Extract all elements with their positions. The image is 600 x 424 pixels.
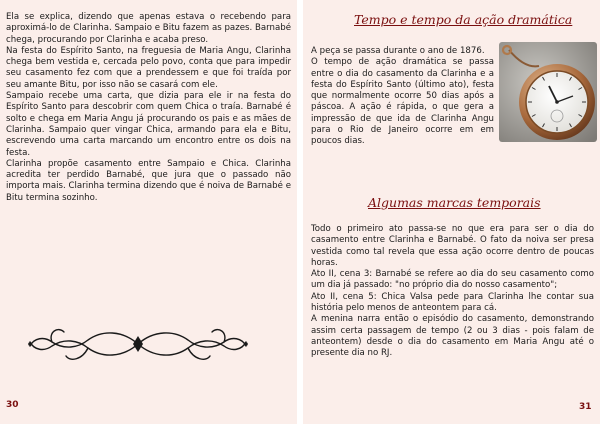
paragraph: Ato II, cena 3: Barnabé se refere ao dia do seu casamento como um dia já passado: "no próprio dia do nosso casamento"; [311,269,594,291]
flourish-ornament-icon [22,320,254,368]
paragraph: Sampaio recebe uma carta, que dizia para ele ir na festa do Espírito Santo para descobrir com quem Chica o traía. Barnabé é solto e chega em Maria Angu já procurando os pais e as mães de Clarinha. Sampaio quer vingar Chica, armando para ela e Bitu, escrevendo uma carta marcando um encontro entre os dois na festa. [6,91,291,158]
paragraph: Na festa do Espírito Santo, na freguesia de Maria Angu, Clarinha chega bem vestida e, cercada pelo povo, conta que para impedir seu casamento fez com que a prendessem e que foi traída por seu amante Bitu, por isso não se casará com ele. [6,45,291,90]
left-page-text [6,12,291,204]
left-page [0,0,297,424]
pocket-watch-photo-icon [499,42,597,142]
page-number: 31 [579,402,592,412]
paragraph: A peça se passa durante o ano de 1876. [311,46,485,56]
paragraph: Clarinha propõe casamento entre Sampaio e Chica. Clarinha acredita ter perdido Barnabé, que jura que o passado não importa mais. Clarinha termina dizendo que é noiva de Barnabé e Bitu termina sozinho. [6,158,291,203]
section-heading: Algumas marcas temporais [368,195,541,210]
paragraph: Ela se explica, dizendo que apenas estava o recebendo para aproximá-lo de Clarinha. Sampaio e Bitu fazem as pazes. Barnabé chega, procurando por Clarinha e acaba preso. [6,12,291,45]
right-page [303,0,600,424]
paragraph: O tempo de ação dramática se passa entre o dia do casamento da Clarinha e a festa do Espírito Santo (último ato), festa que normalmente ocorre 50 dias após a páscoa. A ação é rápida, o que gera a impressão de que ida de Clarinha Angu para o Rio de Janeiro ocorre em em poucos dias. [311,57,494,147]
page-number: 30 [6,400,19,410]
paragraph: Ato II, cena 5: Chica Valsa pede para Clarinha lhe contar sua história pelo menos de anteontem para cá. [311,291,594,314]
section-heading: Tempo e tempo da ação dramática [354,12,573,27]
paragraph: Todo o primeiro ato passa-se no que era para ser o dia do casamento entre Clarinha e Barnabé. O fato da noiva ser presa vestida como tal revela que essa ação ocorre dentro de poucas horas. [311,224,594,268]
temporal-marks-block [311,224,594,360]
time-text-block [311,46,494,148]
paragraph: A menina narra então o episódio do casamento, demonstrando assim certa passagem de tempo (2 ou 3 dias - pois falam de anteontem) desde o dia do casamento em Maria Angu até o presente dia no RJ. [311,314,594,359]
